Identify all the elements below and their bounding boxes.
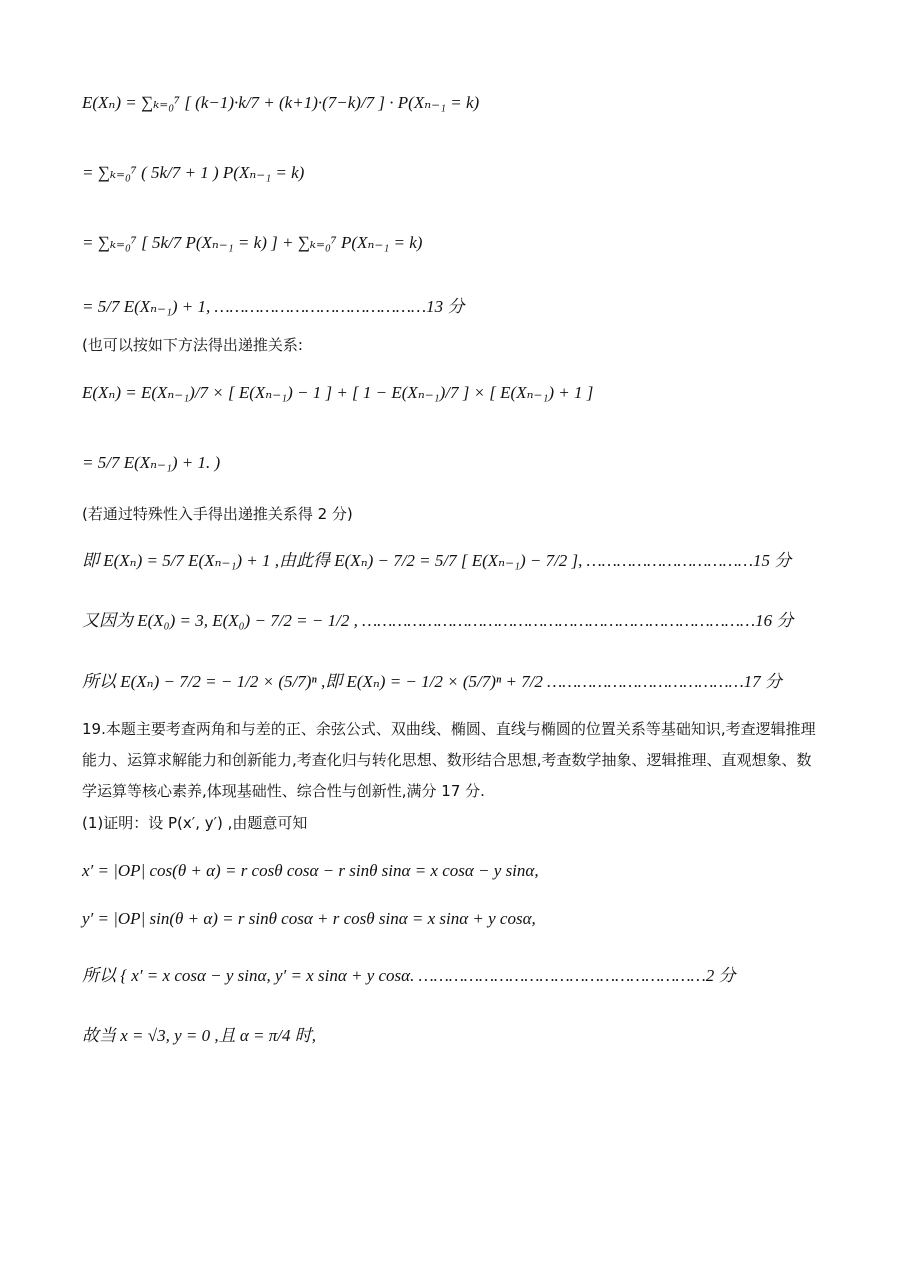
equation-step-4-score-13: = 5/7 E(Xₙ₋₁) + 1, ……………………………………13 分 [82,297,465,316]
equation-alt-recurrence: E(Xₙ) = E(Xₙ₋₁)/7 × [ E(Xₙ₋₁) − 1 ] + [ 1 − E(Xₙ₋₁)/7 ] × [ E(Xₙ₋₁) + 1 ] [82,383,594,402]
equation-step-3: = ∑ₖ₌₀⁷ [ 5k/7 P(Xₙ₋₁ = k) ] + ∑ₖ₌₀⁷ P(Xₙ₋₁ = k) [82,233,423,252]
special-case-note: (若通过特殊性入手得出递推关系得 2 分) [82,505,353,523]
equation-y-prime: y′ = |OP| sin(θ + α) = r sinθ cosα + r cosθ sinα = x sinα + y cosα, [82,909,536,928]
equation-system-score-2: 所以 { x′ = x cosα − y sinα, y′ = x sinα + y cosα. …………………………………………………2 分 [82,966,736,985]
equation-x-prime: x′ = |OP| cos(θ + α) = r cosθ cosα − r sinθ sinα = x cosα − y sinα, [82,861,539,880]
alt-method-note: (也可以按如下方法得出递推关系: [82,336,303,354]
equation-alt-result: = 5/7 E(Xₙ₋₁) + 1. ) [82,453,221,472]
equation-step-2: = ∑ₖ₌₀⁷ ( 5k/7 + 1 ) P(Xₙ₋₁ = k) [82,163,305,182]
equation-condition: 故当 x = √3, y = 0 ,且 α = π/4 时, [82,1026,316,1045]
question-19-description: 19.本题主要考查两角和与差的正、余弦公式、双曲线、椭圆、直线与椭圆的位置关系等基础知识,考查逻辑推理能力、运算求解能力和创新能力,考查化归与转化思想、数形结合思想,考查数学抽象、逻辑推理、直观想象、数学运算等核心素养,体现基础性、综合性与创新性,满分 17 分. [82,720,816,800]
equation-recurrence-score-15: 即 E(Xₙ) = 5/7 E(Xₙ₋₁) + 1 ,由此得 E(Xₙ) − 7/2 = 5/7 [ E(Xₙ₋₁) − 7/2 ], ……………………………15 分 [82,551,792,570]
equation-initial-score-16: 又因为 E(X₀) = 3, E(X₀) − 7/2 = − 1/2 , ……………………………………………………………………16 分 [82,611,794,630]
equation-expectation-sum: E(Xₙ) = ∑ₖ₌₀⁷ [ (k−1)·k/7 + (k+1)·(7−k)/7 ] · P(Xₙ₋₁ = k) [82,93,480,112]
proof-start: (1)证明：设 P(x′, y′) ,由题意可知 [82,814,308,832]
equation-closed-form-score-17: 所以 E(Xₙ) − 7/2 = − 1/2 × (5/7)ⁿ ,即 E(Xₙ) = − 1/2 × (5/7)ⁿ + 7/2 …………………………………17 分 [82,672,782,691]
